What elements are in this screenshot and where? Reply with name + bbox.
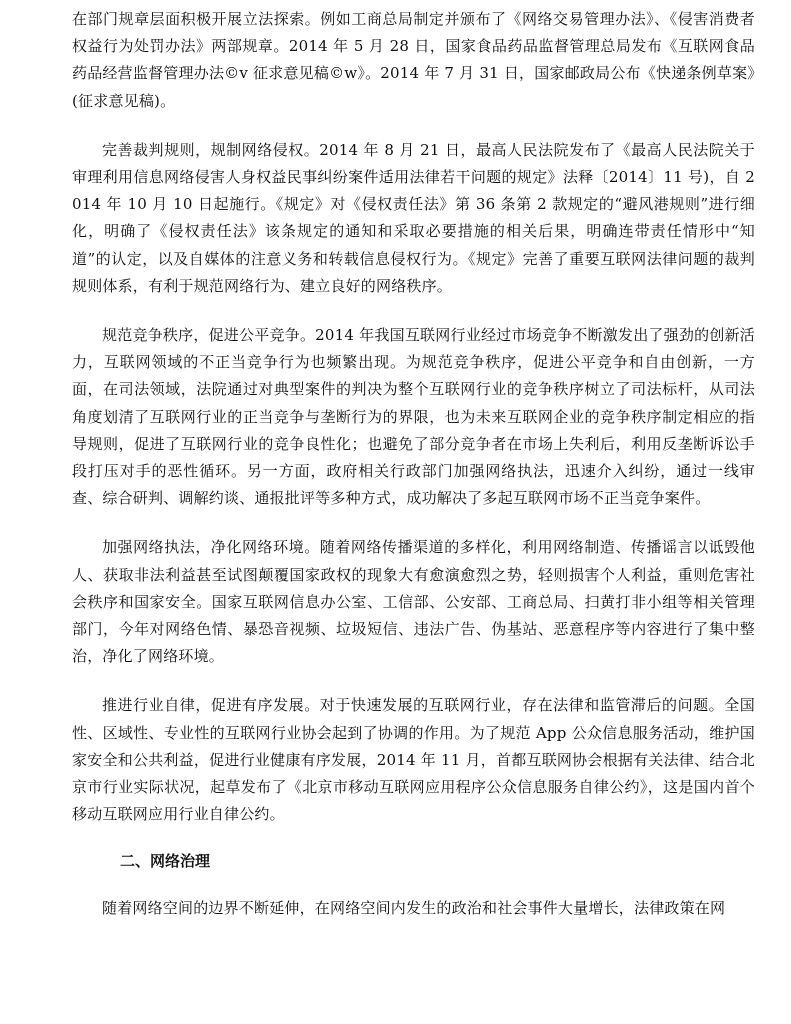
paragraph-5: 推进行业自律，促进有序发展。对于快速发展的互联网行业，存在法律和监管滞后的问题。全国性、区域性、专业性的互联网行业协会起到了协调的作用。为了规范 App 公众信息服务活动，维护国家安全和公共利益，促进行业健康有序发展，2014 年 11 月，首都互联网协会根据有关法律、结合北京市行业实际状况，起草发布了《北京市移动互联网应用程序公众信息服务自律公约》，这是国内首个移动互联网应用行业自律公约。: [72, 696, 755, 824]
paragraph-2: 完善裁判规则，规制网络侵权。2014 年 8 月 21 日，最高人民法院发布了《最高人民法院关于审理利用信息网络侵害人身权益民事纠纷案件适用法律若干问题的规定》法释〔2014〕11 号)，自 2014 年 10 月 10 日起施行。《规定》对《侵权责任法》第 36 条第 2 款规定的“避风港规则”进行细化，明确了《侵权责任法》该条规定的通知和采取必要措施的相关后果，明确连带责任情形中“知道”的认定，以及自媒体的注意义务和转载信息侵权行为。《规定》完善了重要互联网法律问题的裁判规则体系，有利于规范网络行为、建立良好的网络秩序。: [72, 140, 755, 295]
paragraph-3: 规范竞争秩序，促进公平竞争。2014 年我国互联网行业经过市场竞争不断激发出了强劲的创新活力，互联网领域的不正当竞争行为也频繁出现。为规范竞争秩序，促进公平竞争和自由创新，一方面，在司法领域，法院通过对典型案件的判决为整个互联网行业的竞争秩序树立了司法标杆，从司法角度划清了互联网行业的正当竞争与垄断行为的界限，也为未来互联网企业的竞争秩序制定相应的指导规则，促进了互联网行业的竞争良性化；也避免了部分竞争者在市场上失利后，利用反垄断诉讼手段打压对手的恶性循环。另一方面，政府相关行政部门加强网络执法，迅速介入纠纷，通过一线审查、综合研判、调解约谈、通报批评等多种方式，成功解决了多起互联网市场不正当竞争案件。: [72, 326, 755, 508]
paragraph-final: 随着网络空间的边界不断延伸，在网络空间内发生的政治和社会事件大量增长，法律政策在网: [102, 899, 726, 918]
document-page: [72, 6, 755, 923]
paragraph-4: 加强网络执法，净化网络环境。随着网络传播渠道的多样化，利用网络制造、传播谣言以诋毁他人、获取非法利益甚至试图颠覆国家政权的现象大有愈演愈烈之势，轻则损害个人利益，重则危害社会秩序和国家安全。国家互联网信息办公室、工信部、公安部、工商总局、扫黄打非小组等相关管理部门，今年对网络色情、暴恐音视频、垃圾短信、违法广告、伪基站、恶意程序等内容进行了集中整治，净化了网络环境。: [72, 538, 755, 666]
paragraph-1: 在部门规章层面积极开展立法探索。例如工商总局制定并颁布了《网络交易管理办法》、《侵害消费者权益行为处罚办法》两部规章。2014 年 5 月 28 日，国家食品药品监督管理总局发布《互联网食品药品经营监督管理办法©v 征求意见稿©w》。2014 年 7 月 31 日，国家邮政局公布《快递条例草案》(征求意见稿)。: [72, 10, 755, 110]
section-heading: 二、网络治理: [120, 852, 211, 871]
